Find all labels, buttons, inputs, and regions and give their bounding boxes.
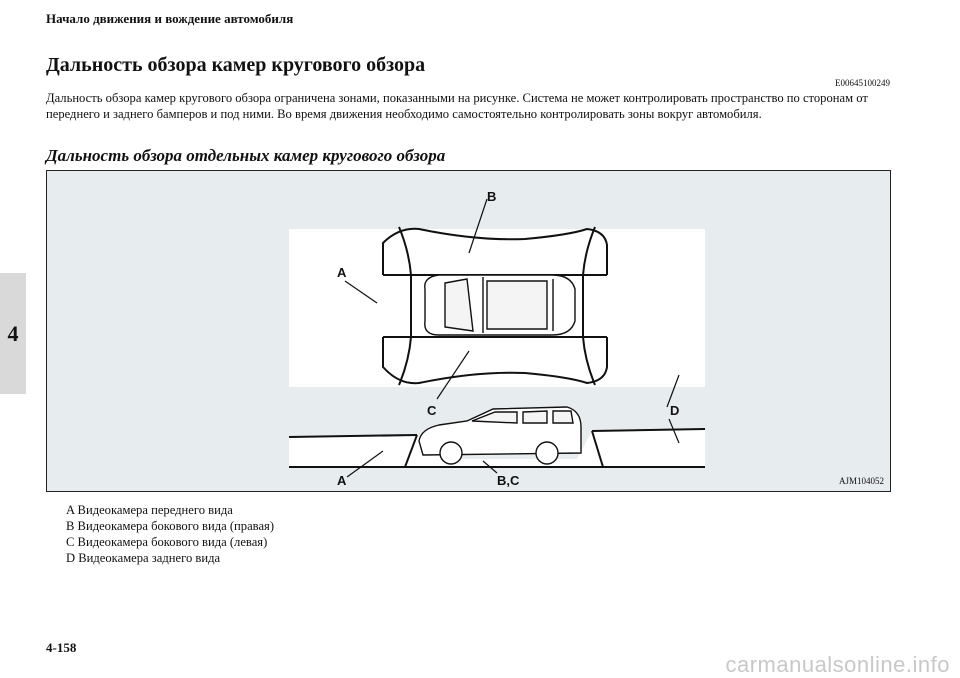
camera-coverage-illustration [47,171,892,493]
section-title: Дальность обзора камер кругового обзора [46,54,426,76]
legend-item: A Видеокамера переднего вида [66,503,233,517]
watermark: carmanualsonline.info [725,652,950,677]
chapter-tab: 4 [0,273,26,394]
document-code: E00645100249 [835,78,890,88]
label-a-bottom: A [337,473,347,488]
label-b-c: B,C [497,473,520,488]
page-number: 4-158 [46,640,77,655]
running-header: Начало движения и вождение автомобиля [46,11,294,26]
label-b-top: B [487,189,497,204]
car-side-view [419,407,581,464]
figure-code: AJM104052 [838,476,884,486]
label-a-top: A [337,265,347,280]
section-paragraph: Дальность обзора камер кругового обзора ограничена зонами, показанными на рисунке. Система не может контролировать пространство по сторонам от переднего и заднего бамперов и под ними. Во время движения необходимо самостоятельно контролировать зоны вокруг автомобиля. [46,91,868,121]
label-d: D [670,403,680,418]
figure-legend [66,502,274,566]
camera-coverage-figure [46,170,891,492]
legend-item: D Видеокамера заднего вида [66,551,221,565]
label-c: C [427,403,437,418]
subsection-title: Дальность обзора отдельных камер кругового обзора [46,146,446,165]
legend-item: B Видеокамера бокового вида (правая) [66,519,275,533]
car-top-view [425,275,575,335]
legend-item: C Видеокамера бокового вида (левая) [66,535,268,549]
